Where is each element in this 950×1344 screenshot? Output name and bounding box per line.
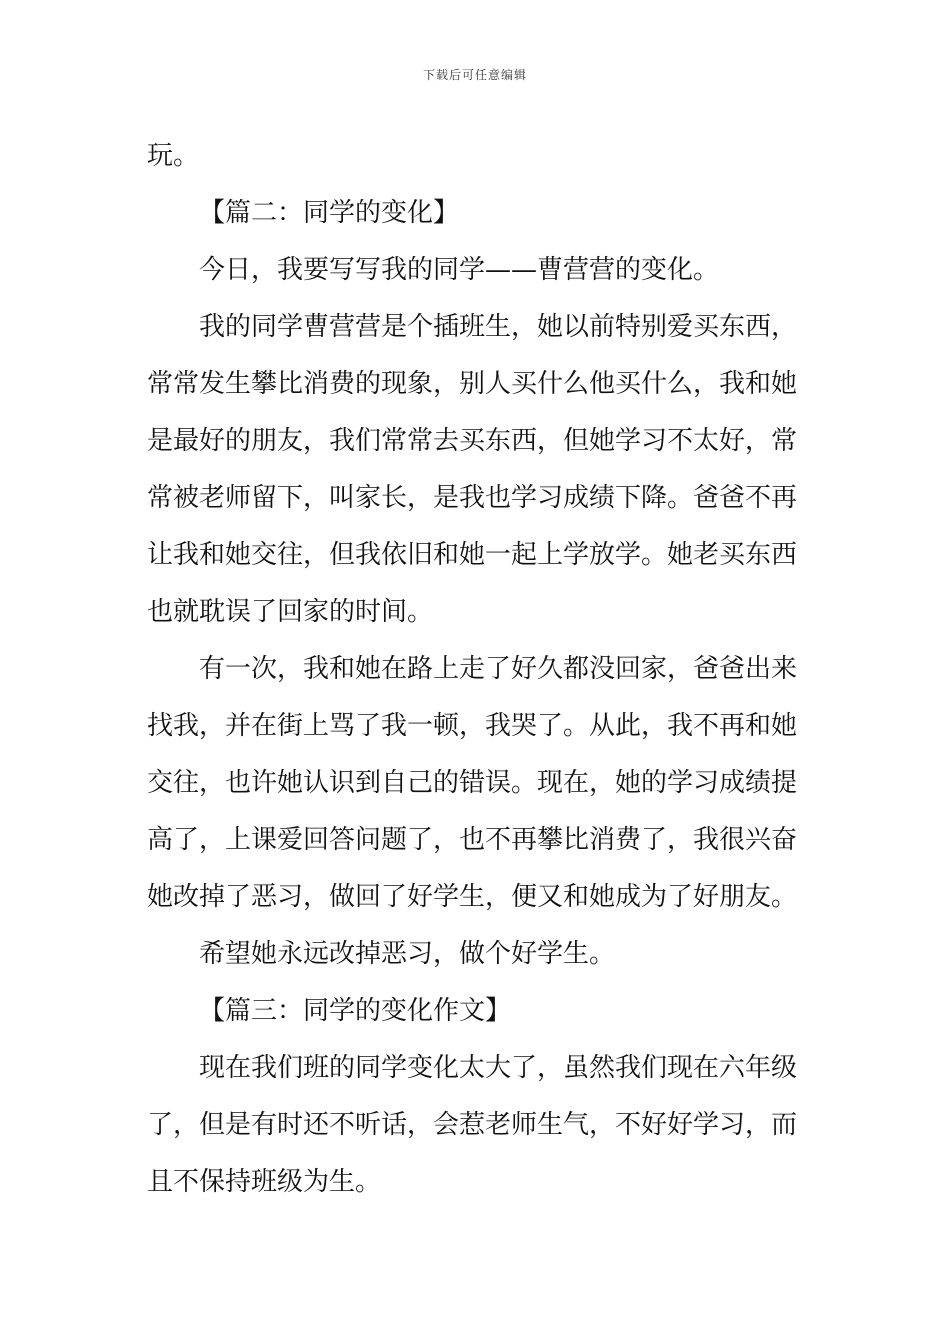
paragraph	[147, 242, 807, 299]
text-line: 【篇二：同学的变化】	[199, 198, 460, 228]
text-line: 找我，并在街上骂了我一顿，我哭了。从此，我不再和她	[147, 711, 798, 741]
page-header: 下载后可任意编辑	[422, 68, 527, 82]
text-line: 让我和她交往，但我依旧和她一起上学放学。她老买东西	[147, 540, 798, 570]
paragraph	[147, 1040, 807, 1211]
text-line: 【篇三：同学的变化作文】	[199, 996, 512, 1026]
text-line: 也就耽误了回家的时间。	[147, 597, 434, 627]
text-line: 希望她永远改掉恶习，做个好学生。	[199, 939, 616, 969]
text-line: 常被老师留下，叫家长，是我也学习成绩下降。爸爸不再	[147, 483, 798, 513]
text-line: 交往，也许她认识到自己的错误。现在，她的学习成绩提	[147, 768, 798, 798]
text-line: 玩。	[147, 141, 200, 171]
section-heading	[147, 185, 807, 242]
text-line: 有一次，我和她在路上走了好久都没回家，爸爸出来	[199, 654, 798, 684]
paragraph	[147, 641, 807, 926]
paragraph	[147, 926, 807, 983]
paragraph	[147, 128, 807, 185]
text-line: 她改掉了恶习，做回了好学生，便又和她成为了好朋友。	[147, 882, 798, 912]
text-line: 是最好的朋友，我们常常去买东西，但她学习不太好，常	[147, 426, 798, 456]
document-body	[147, 128, 807, 1211]
text-line: 常常发生攀比消费的现象，别人买什么他买什么，我和她	[147, 369, 798, 399]
text-line: 我的同学曹营营是个插班生，她以前特别爱买东西，	[199, 312, 798, 342]
text-line: 且不保持班级为生。	[147, 1167, 382, 1197]
paragraph	[147, 299, 807, 641]
text-line: 现在我们班的同学变化太大了，虽然我们现在六年级	[199, 1053, 798, 1083]
text-line: 高了，上课爱回答问题了，也不再攀比消费了，我很兴奋	[147, 825, 798, 855]
text-line: 今日，我要写写我的同学——曹营营的变化。	[199, 255, 720, 285]
section-heading	[147, 983, 807, 1040]
text-line: 了，但是有时还不听话，会惹老师生气，不好好学习，而	[147, 1110, 798, 1140]
